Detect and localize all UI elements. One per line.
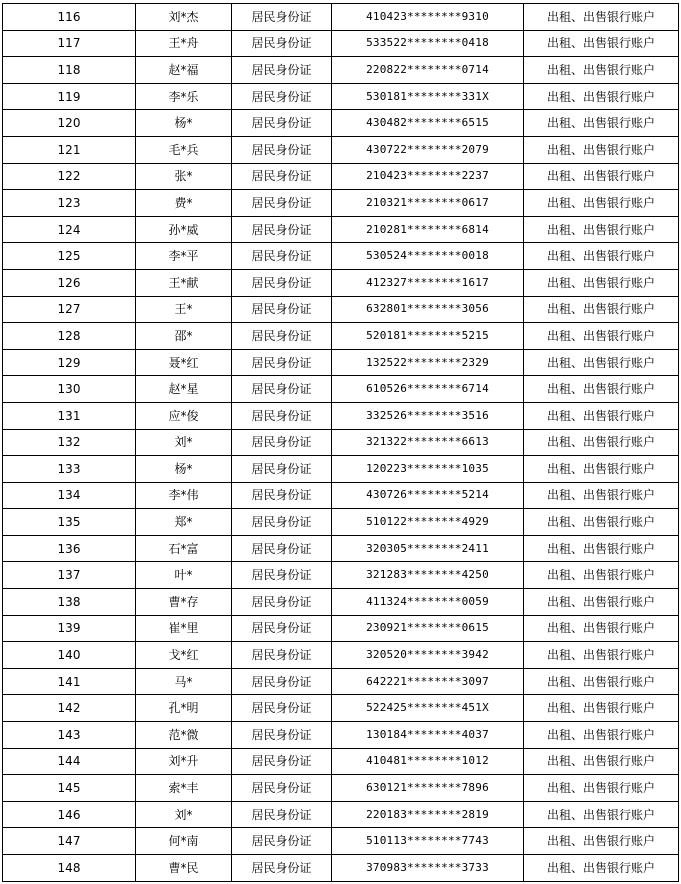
name-cell: 李*平 [136, 243, 232, 270]
row-number-cell: 125 [3, 243, 136, 270]
table-row [3, 562, 679, 589]
id-type-cell: 居民身份证 [232, 589, 332, 616]
row-number-cell: 121 [3, 136, 136, 163]
row-number-cell: 122 [3, 163, 136, 190]
name-cell: 马* [136, 668, 232, 695]
row-number-cell: 123 [3, 190, 136, 217]
table-row [3, 429, 679, 456]
row-number-cell: 143 [3, 722, 136, 749]
name-cell: 杨* [136, 456, 232, 483]
reason-cell: 出租、出售银行账户 [524, 535, 679, 562]
id-type-cell: 居民身份证 [232, 323, 332, 350]
id-type-cell: 居民身份证 [232, 429, 332, 456]
id-type-cell: 居民身份证 [232, 801, 332, 828]
id-type-cell: 居民身份证 [232, 110, 332, 137]
id-number-cell: 332526********3516 [332, 402, 524, 429]
id-number-cell: 411324********0059 [332, 589, 524, 616]
table-row [3, 535, 679, 562]
row-number-cell: 134 [3, 482, 136, 509]
reason-cell: 出租、出售银行账户 [524, 323, 679, 350]
row-number-cell: 138 [3, 589, 136, 616]
id-type-cell: 居民身份证 [232, 30, 332, 57]
id-number-cell: 370983********3733 [332, 855, 524, 882]
table-row [3, 349, 679, 376]
reason-cell: 出租、出售银行账户 [524, 801, 679, 828]
reason-cell: 出租、出售银行账户 [524, 110, 679, 137]
reason-cell: 出租、出售银行账户 [524, 642, 679, 669]
reason-cell: 出租、出售银行账户 [524, 163, 679, 190]
reason-cell: 出租、出售银行账户 [524, 4, 679, 31]
row-number-cell: 142 [3, 695, 136, 722]
reason-cell: 出租、出售银行账户 [524, 296, 679, 323]
id-number-cell: 522425********451X [332, 695, 524, 722]
id-number-cell: 430482********6515 [332, 110, 524, 137]
id-type-cell: 居民身份证 [232, 243, 332, 270]
id-number-cell: 430722********2079 [332, 136, 524, 163]
id-number-cell: 220183********2819 [332, 801, 524, 828]
table-row [3, 482, 679, 509]
table-row [3, 57, 679, 84]
name-cell: 赵*福 [136, 57, 232, 84]
name-cell: 应*俊 [136, 402, 232, 429]
id-type-cell: 居民身份证 [232, 748, 332, 775]
id-type-cell: 居民身份证 [232, 376, 332, 403]
name-cell: 王*献 [136, 269, 232, 296]
id-type-cell: 居民身份证 [232, 163, 332, 190]
row-number-cell: 127 [3, 296, 136, 323]
name-cell: 杨* [136, 110, 232, 137]
name-cell: 刘*升 [136, 748, 232, 775]
id-number-cell: 220822********0714 [332, 57, 524, 84]
id-type-cell: 居民身份证 [232, 190, 332, 217]
row-number-cell: 133 [3, 456, 136, 483]
table-row [3, 4, 679, 31]
reason-cell: 出租、出售银行账户 [524, 855, 679, 882]
table-row [3, 695, 679, 722]
reason-cell: 出租、出售银行账户 [524, 562, 679, 589]
reason-cell: 出租、出售银行账户 [524, 376, 679, 403]
table-row [3, 615, 679, 642]
reason-cell: 出租、出售银行账户 [524, 136, 679, 163]
id-number-cell: 610526********6714 [332, 376, 524, 403]
row-number-cell: 124 [3, 216, 136, 243]
name-cell: 聂*红 [136, 349, 232, 376]
reason-cell: 出租、出售银行账户 [524, 775, 679, 802]
reason-cell: 出租、出售银行账户 [524, 509, 679, 536]
name-cell: 孔*明 [136, 695, 232, 722]
id-number-cell: 320305********2411 [332, 535, 524, 562]
id-type-cell: 居民身份证 [232, 562, 332, 589]
table-row [3, 296, 679, 323]
row-number-cell: 136 [3, 535, 136, 562]
reason-cell: 出租、出售银行账户 [524, 402, 679, 429]
id-number-cell: 412327********1617 [332, 269, 524, 296]
name-cell: 曹*民 [136, 855, 232, 882]
table-row [3, 509, 679, 536]
name-cell: 李*乐 [136, 83, 232, 110]
row-number-cell: 132 [3, 429, 136, 456]
reason-cell: 出租、出售银行账户 [524, 83, 679, 110]
id-number-cell: 510113********7743 [332, 828, 524, 855]
row-number-cell: 118 [3, 57, 136, 84]
id-type-cell: 居民身份证 [232, 349, 332, 376]
row-number-cell: 147 [3, 828, 136, 855]
id-type-cell: 居民身份证 [232, 668, 332, 695]
id-type-cell: 居民身份证 [232, 456, 332, 483]
row-number-cell: 146 [3, 801, 136, 828]
table-row [3, 216, 679, 243]
id-number-cell: 210423********2237 [332, 163, 524, 190]
reason-cell: 出租、出售银行账户 [524, 722, 679, 749]
reason-cell: 出租、出售银行账户 [524, 429, 679, 456]
id-type-cell: 居民身份证 [232, 828, 332, 855]
table-row [3, 190, 679, 217]
table-row [3, 668, 679, 695]
id-number-cell: 530181********331X [332, 83, 524, 110]
row-number-cell: 137 [3, 562, 136, 589]
table-row [3, 136, 679, 163]
name-cell: 曹*存 [136, 589, 232, 616]
id-number-cell: 210321********0617 [332, 190, 524, 217]
row-number-cell: 116 [3, 4, 136, 31]
reason-cell: 出租、出售银行账户 [524, 30, 679, 57]
row-number-cell: 130 [3, 376, 136, 403]
table-row [3, 828, 679, 855]
name-cell: 叶* [136, 562, 232, 589]
table-row [3, 163, 679, 190]
reason-cell: 出租、出售银行账户 [524, 482, 679, 509]
row-number-cell: 141 [3, 668, 136, 695]
id-number-cell: 410481********1012 [332, 748, 524, 775]
name-cell: 崔*里 [136, 615, 232, 642]
id-number-cell: 130184********4037 [332, 722, 524, 749]
name-cell: 范*微 [136, 722, 232, 749]
name-cell: 王* [136, 296, 232, 323]
table-row [3, 243, 679, 270]
id-type-cell: 居民身份证 [232, 642, 332, 669]
row-number-cell: 119 [3, 83, 136, 110]
id-number-cell: 321322********6613 [332, 429, 524, 456]
row-number-cell: 128 [3, 323, 136, 350]
id-number-cell: 430726********5214 [332, 482, 524, 509]
name-cell: 刘* [136, 429, 232, 456]
id-type-cell: 居民身份证 [232, 296, 332, 323]
id-type-cell: 居民身份证 [232, 57, 332, 84]
row-number-cell: 145 [3, 775, 136, 802]
reason-cell: 出租、出售银行账户 [524, 615, 679, 642]
name-cell: 孙*威 [136, 216, 232, 243]
id-type-cell: 居民身份证 [232, 136, 332, 163]
reason-cell: 出租、出售银行账户 [524, 695, 679, 722]
table-row [3, 269, 679, 296]
table-row [3, 323, 679, 350]
reason-cell: 出租、出售银行账户 [524, 57, 679, 84]
table-row [3, 775, 679, 802]
id-type-cell: 居民身份证 [232, 509, 332, 536]
id-type-cell: 居民身份证 [232, 269, 332, 296]
reason-cell: 出租、出售银行账户 [524, 243, 679, 270]
reason-cell: 出租、出售银行账户 [524, 589, 679, 616]
name-cell: 毛*兵 [136, 136, 232, 163]
table-row [3, 456, 679, 483]
id-number-cell: 320520********3942 [332, 642, 524, 669]
id-type-cell: 居民身份证 [232, 83, 332, 110]
id-number-cell: 510122********4929 [332, 509, 524, 536]
id-type-cell: 居民身份证 [232, 402, 332, 429]
name-cell: 石*富 [136, 535, 232, 562]
id-number-cell: 410423********9310 [332, 4, 524, 31]
id-type-cell: 居民身份证 [232, 216, 332, 243]
id-type-cell: 居民身份证 [232, 482, 332, 509]
row-number-cell: 117 [3, 30, 136, 57]
id-type-cell: 居民身份证 [232, 775, 332, 802]
name-cell: 李*伟 [136, 482, 232, 509]
table-row [3, 376, 679, 403]
id-number-cell: 210281********6814 [332, 216, 524, 243]
table-row [3, 748, 679, 775]
row-number-cell: 126 [3, 269, 136, 296]
name-cell: 索*丰 [136, 775, 232, 802]
id-number-cell: 132522********2329 [332, 349, 524, 376]
id-type-cell: 居民身份证 [232, 695, 332, 722]
name-cell: 郑* [136, 509, 232, 536]
id-number-cell: 533522********0418 [332, 30, 524, 57]
row-number-cell: 148 [3, 855, 136, 882]
id-number-cell: 120223********1035 [332, 456, 524, 483]
name-cell: 赵*星 [136, 376, 232, 403]
table-row [3, 589, 679, 616]
row-number-cell: 129 [3, 349, 136, 376]
row-number-cell: 144 [3, 748, 136, 775]
table-row [3, 642, 679, 669]
id-number-cell: 642221********3097 [332, 668, 524, 695]
table-row [3, 402, 679, 429]
id-type-cell: 居民身份证 [232, 535, 332, 562]
id-number-cell: 520181********5215 [332, 323, 524, 350]
name-cell: 戈*红 [136, 642, 232, 669]
row-number-cell: 131 [3, 402, 136, 429]
table-row [3, 722, 679, 749]
table-row [3, 801, 679, 828]
name-cell: 何*南 [136, 828, 232, 855]
reason-cell: 出租、出售银行账户 [524, 668, 679, 695]
name-cell: 刘* [136, 801, 232, 828]
name-cell: 费* [136, 190, 232, 217]
id-type-cell: 居民身份证 [232, 615, 332, 642]
table-row [3, 30, 679, 57]
id-number-cell: 321283********4250 [332, 562, 524, 589]
name-cell: 刘*杰 [136, 4, 232, 31]
id-type-cell: 居民身份证 [232, 4, 332, 31]
name-cell: 邵* [136, 323, 232, 350]
id-type-cell: 居民身份证 [232, 855, 332, 882]
record-table [2, 3, 679, 882]
row-number-cell: 135 [3, 509, 136, 536]
row-number-cell: 139 [3, 615, 136, 642]
id-number-cell: 530524********0018 [332, 243, 524, 270]
id-type-cell: 居民身份证 [232, 722, 332, 749]
id-number-cell: 230921********0615 [332, 615, 524, 642]
name-cell: 张* [136, 163, 232, 190]
table-row [3, 83, 679, 110]
reason-cell: 出租、出售银行账户 [524, 748, 679, 775]
reason-cell: 出租、出售银行账户 [524, 456, 679, 483]
id-number-cell: 632801********3056 [332, 296, 524, 323]
row-number-cell: 120 [3, 110, 136, 137]
reason-cell: 出租、出售银行账户 [524, 190, 679, 217]
row-number-cell: 140 [3, 642, 136, 669]
record-table-body [3, 4, 679, 882]
table-row [3, 110, 679, 137]
reason-cell: 出租、出售银行账户 [524, 269, 679, 296]
reason-cell: 出租、出售银行账户 [524, 216, 679, 243]
reason-cell: 出租、出售银行账户 [524, 349, 679, 376]
table-row [3, 855, 679, 882]
id-number-cell: 630121********7896 [332, 775, 524, 802]
reason-cell: 出租、出售银行账户 [524, 828, 679, 855]
name-cell: 王*舟 [136, 30, 232, 57]
